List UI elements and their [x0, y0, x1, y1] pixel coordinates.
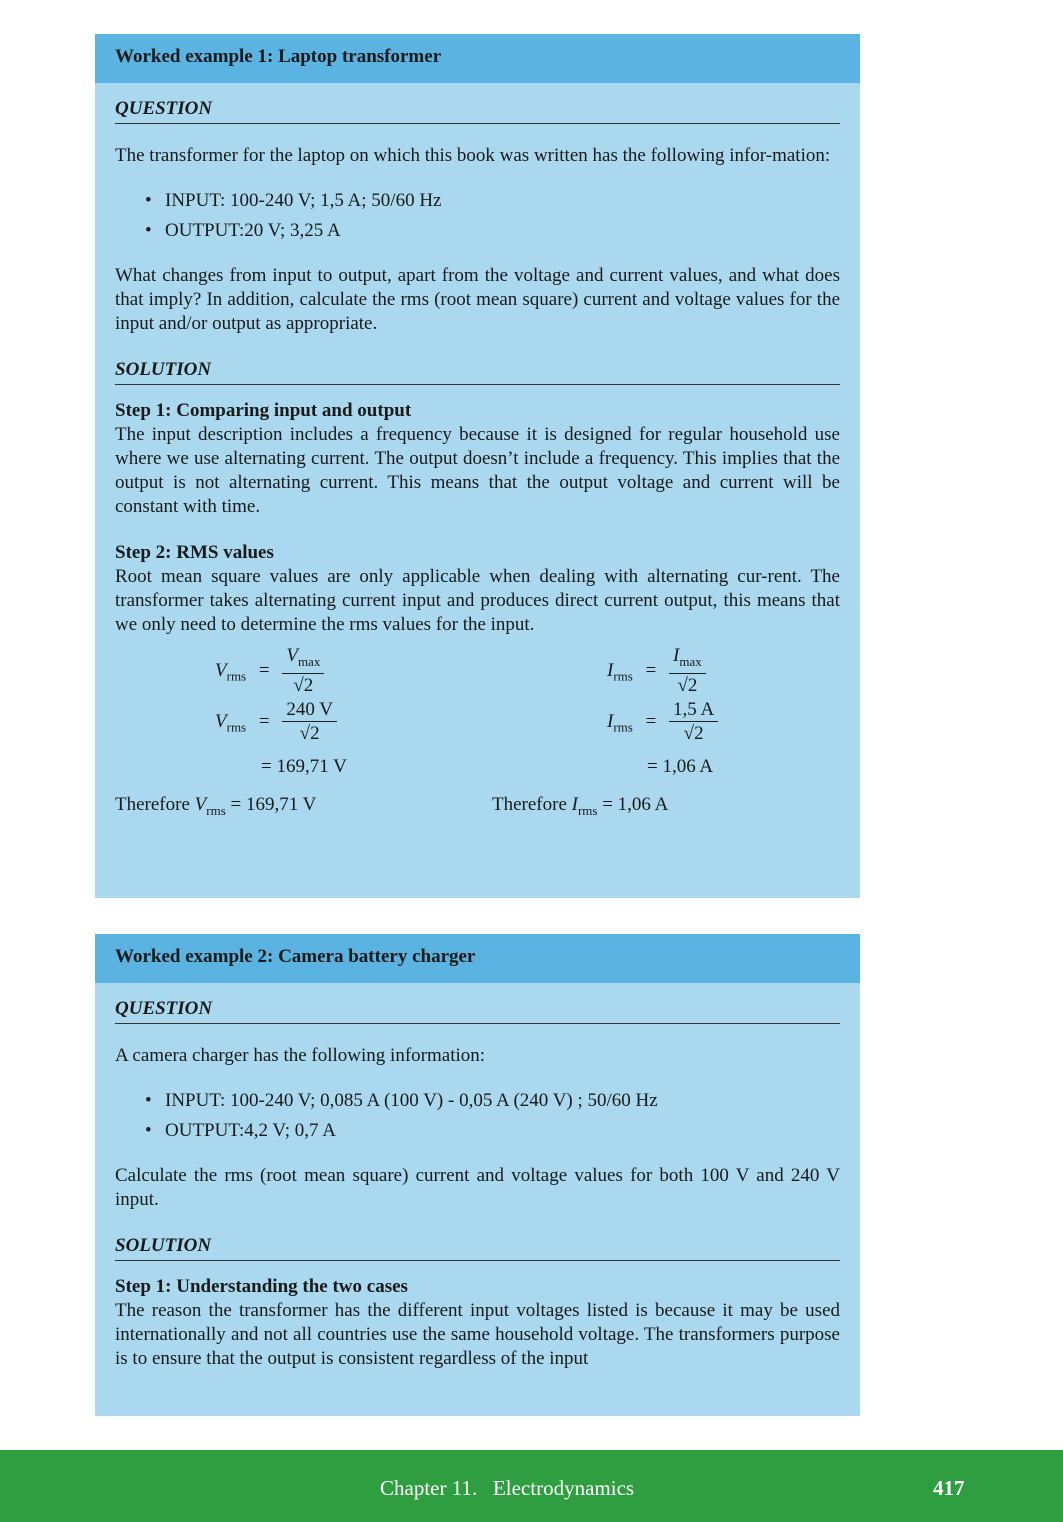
spec-list [145, 186, 840, 246]
worked-example-1 [95, 34, 860, 898]
question-intro: The transformer for the laptop on which this book was written has the following infor-mation: [115, 145, 831, 166]
chapter-title: Chapter 11. Electrodynamics [380, 1476, 635, 1500]
worked-example-1-title: Worked example 1: Laptop transformer [95, 34, 860, 83]
therefore-irms: Therefore $I_{rms} = 1,06$ A [492, 794, 669, 818]
page-footer [0, 1450, 1063, 1522]
vrms-substitution: $V_{rms}$ = $\frac{240 V}{√2}$ [215, 699, 337, 746]
spec-list [145, 1086, 840, 1146]
worked-example-2-content [95, 997, 860, 1371]
list-item: • OUTPUT:20 V; 3,25 A [145, 216, 840, 246]
list-item: • INPUT: 100-240 V; 0,085 A (100 V) - 0,05 A (240 V) ; 50/60 Hz [145, 1086, 840, 1116]
step1-text: The reason the transformer has the different input voltages listed is because it may be used internationally and not all countries use the same household voltage. The transformers purpose is to ensure that the output is consistent regardless of the input [115, 1300, 840, 1369]
question-intro: A camera charger has the following information: [115, 1045, 486, 1066]
question-text: Calculate the rms (root mean square) current and voltage values for both 100 V and 240 V input. [115, 1165, 840, 1210]
page-number: 417 [933, 1476, 965, 1500]
step2-text: Root mean square values are only applicable when dealing with alternating cur-rent. The transformer takes alternating current input and produces direct current output, this means that we only need to determine the rms values for the input. [115, 566, 840, 635]
worked-example-1-content [95, 97, 860, 821]
vrms-result: = 169,71 V [261, 756, 347, 777]
step1-title: Step 1: Understanding the two cases [115, 1276, 408, 1297]
irms-formula: $I_{rms}$ = $\frac{I_{max}}{√2}$ [607, 645, 706, 698]
vrms-formula: $V_{rms}$ = $\frac{V_{max}}{√2}$ [215, 645, 324, 698]
question-text: What changes from input to output, apart from the voltage and current values, and what does that imply? In addition, calculate the rms (root mean square) current and voltage values for the input and/or output as appropriate. [115, 265, 840, 334]
rms-equations [115, 645, 840, 785]
solution-heading: SOLUTION [115, 1234, 840, 1261]
therefore-line [115, 785, 840, 821]
list-item: • INPUT: 100-240 V; 1,5 A; 50/60 Hz [145, 186, 840, 216]
step1-title: Step 1: Comparing input and output [115, 400, 412, 421]
irms-substitution: $I_{rms}$ = $\frac{1,5 A}{√2}$ [607, 699, 718, 746]
worked-example-2 [95, 934, 860, 1416]
therefore-vrms: Therefore $V_{rms} = 169,71$ V [115, 794, 317, 818]
question-heading: QUESTION [115, 97, 840, 124]
worked-example-2-title: Worked example 2: Camera battery charger [95, 934, 860, 983]
question-heading: QUESTION [115, 997, 840, 1024]
step1-text: The input description includes a frequency because it is designed for regular household use where we use alternating current. The output doesn’t include a frequency. This implies that the output is not alternating current. This means that the output voltage and current will be constant with time. [115, 424, 840, 517]
list-item: • OUTPUT:4,2 V; 0,7 A [145, 1116, 840, 1146]
step2-title: Step 2: RMS values [115, 542, 274, 563]
irms-result: = 1,06 A [647, 756, 714, 777]
solution-heading: SOLUTION [115, 358, 840, 385]
